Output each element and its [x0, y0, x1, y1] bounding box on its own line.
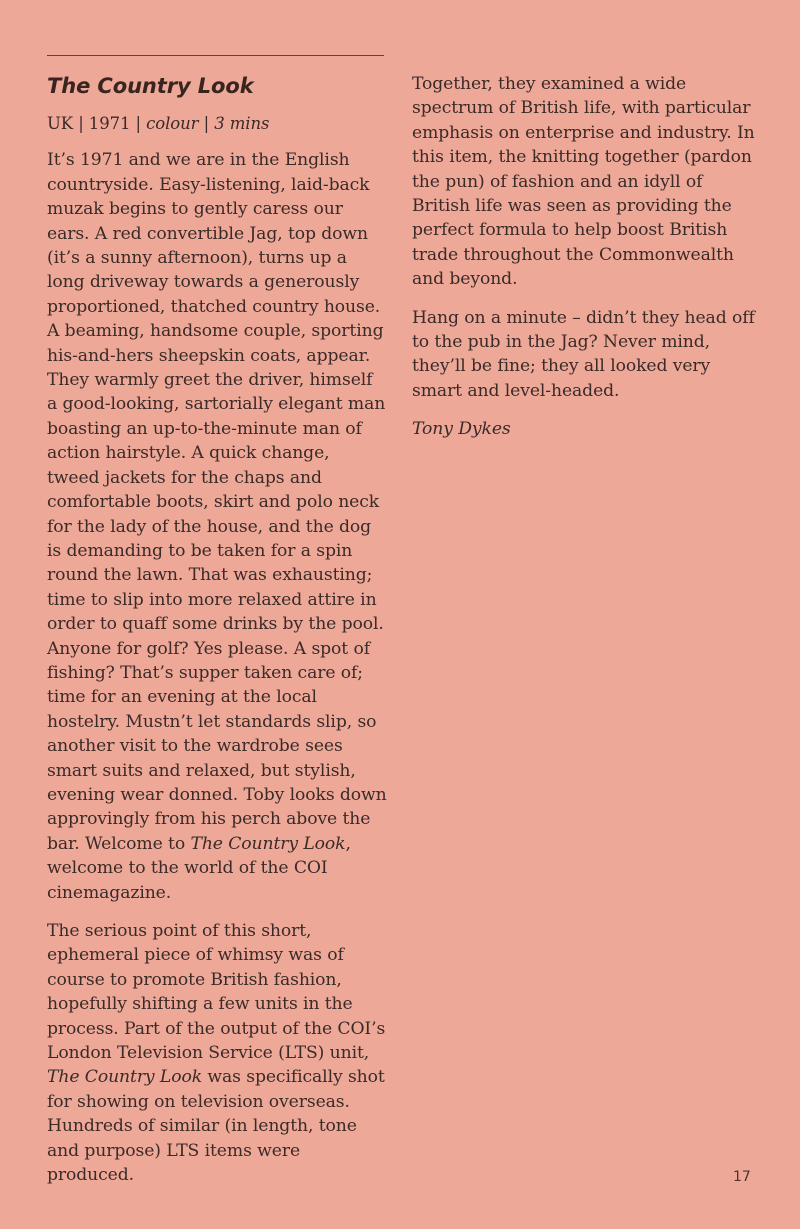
paragraph-2-text: The serious point of this short, ephemeral piece of whimsy was of course to promote British fashion, hopefully shifting a few units in the process. Part of the output of the COI’s London Television Service (LTS) unit, — [47, 921, 386, 1064]
paragraph-1-text-end: , welcome to the world of the COI cinemagazine. — [47, 833, 351, 903]
top-rule — [47, 55, 384, 56]
paragraph-4: Hang on a minute – didn’t they head off to the pub in the Jag? Never mind, they’ll be fine; they all looked very smart and level-headed. — [412, 307, 755, 401]
paragraph-1-text: It’s 1971 and we are in the English countryside. Easy-listening, laid-back muzak begins to gently caress our ears. A red convertible Jag, top down (it’s a sunny afternoon), turns up a long driveway towards a generously proportioned, thatched country house. A beaming, handsome couple, sporting his-and-hers sheepskin coats, appear. They warmly greet the driver, himself a good-looking, sartorially elegant man boasting an up-to-the-minute man of action hairstyle. A quick change, tweed jackets for the chaps and comfortable boots, skirt and polo neck for the lady of the house, and the dog is demanding to be taken for a spin round the lawn. That was exhausting; time to slip into more relaxed attire in order to quaff some drinks by the pool. Anyone for golf? Yes please. A spot of fishing? That’s supper taken care of; time for an evening at the local hostelry. Mustn’t let standards slip, so another visit to the wardrobe sees smart suits and relaxed, but stylish, evening wear donned. Toby looks down approvingly from his perch above the bar. Welcome to — [47, 150, 387, 854]
page-number: 17 — [733, 1169, 751, 1185]
meta-year: 1971 — [88, 114, 131, 133]
article-title: The Country Look — [47, 74, 254, 98]
meta-colour: colour — [146, 114, 199, 133]
meta-separator: | — [73, 114, 89, 133]
film-title-italic: The Country Look — [190, 833, 346, 854]
paragraph-2-text-end: was specifically shot for showing on television overseas. Hundreds of similar (in length, tone and purpose) LTS items were produced. — [47, 1067, 385, 1186]
left-column — [47, 72, 387, 1201]
paragraph-3: Together, they examined a wide spectrum of British life, with particular emphasis on enterprise and industry. In this item, the knitting together (pardon the pun) of fashion and an idyll of British life was seen as providing the perfect formula to help boost British trade throughout the Commonwealth and beyond. — [412, 74, 755, 290]
film-meta — [47, 112, 387, 136]
right-column — [412, 72, 757, 456]
meta-country: UK — [47, 114, 74, 133]
author-signature: Tony Dykes — [412, 419, 511, 440]
meta-separator: | — [198, 114, 215, 133]
meta-duration: 3 mins — [214, 114, 270, 133]
film-title-italic: The Country Look — [47, 1067, 203, 1088]
paragraph-2 — [47, 919, 387, 1187]
paragraph-1 — [47, 148, 387, 905]
meta-separator: | — [130, 114, 147, 133]
